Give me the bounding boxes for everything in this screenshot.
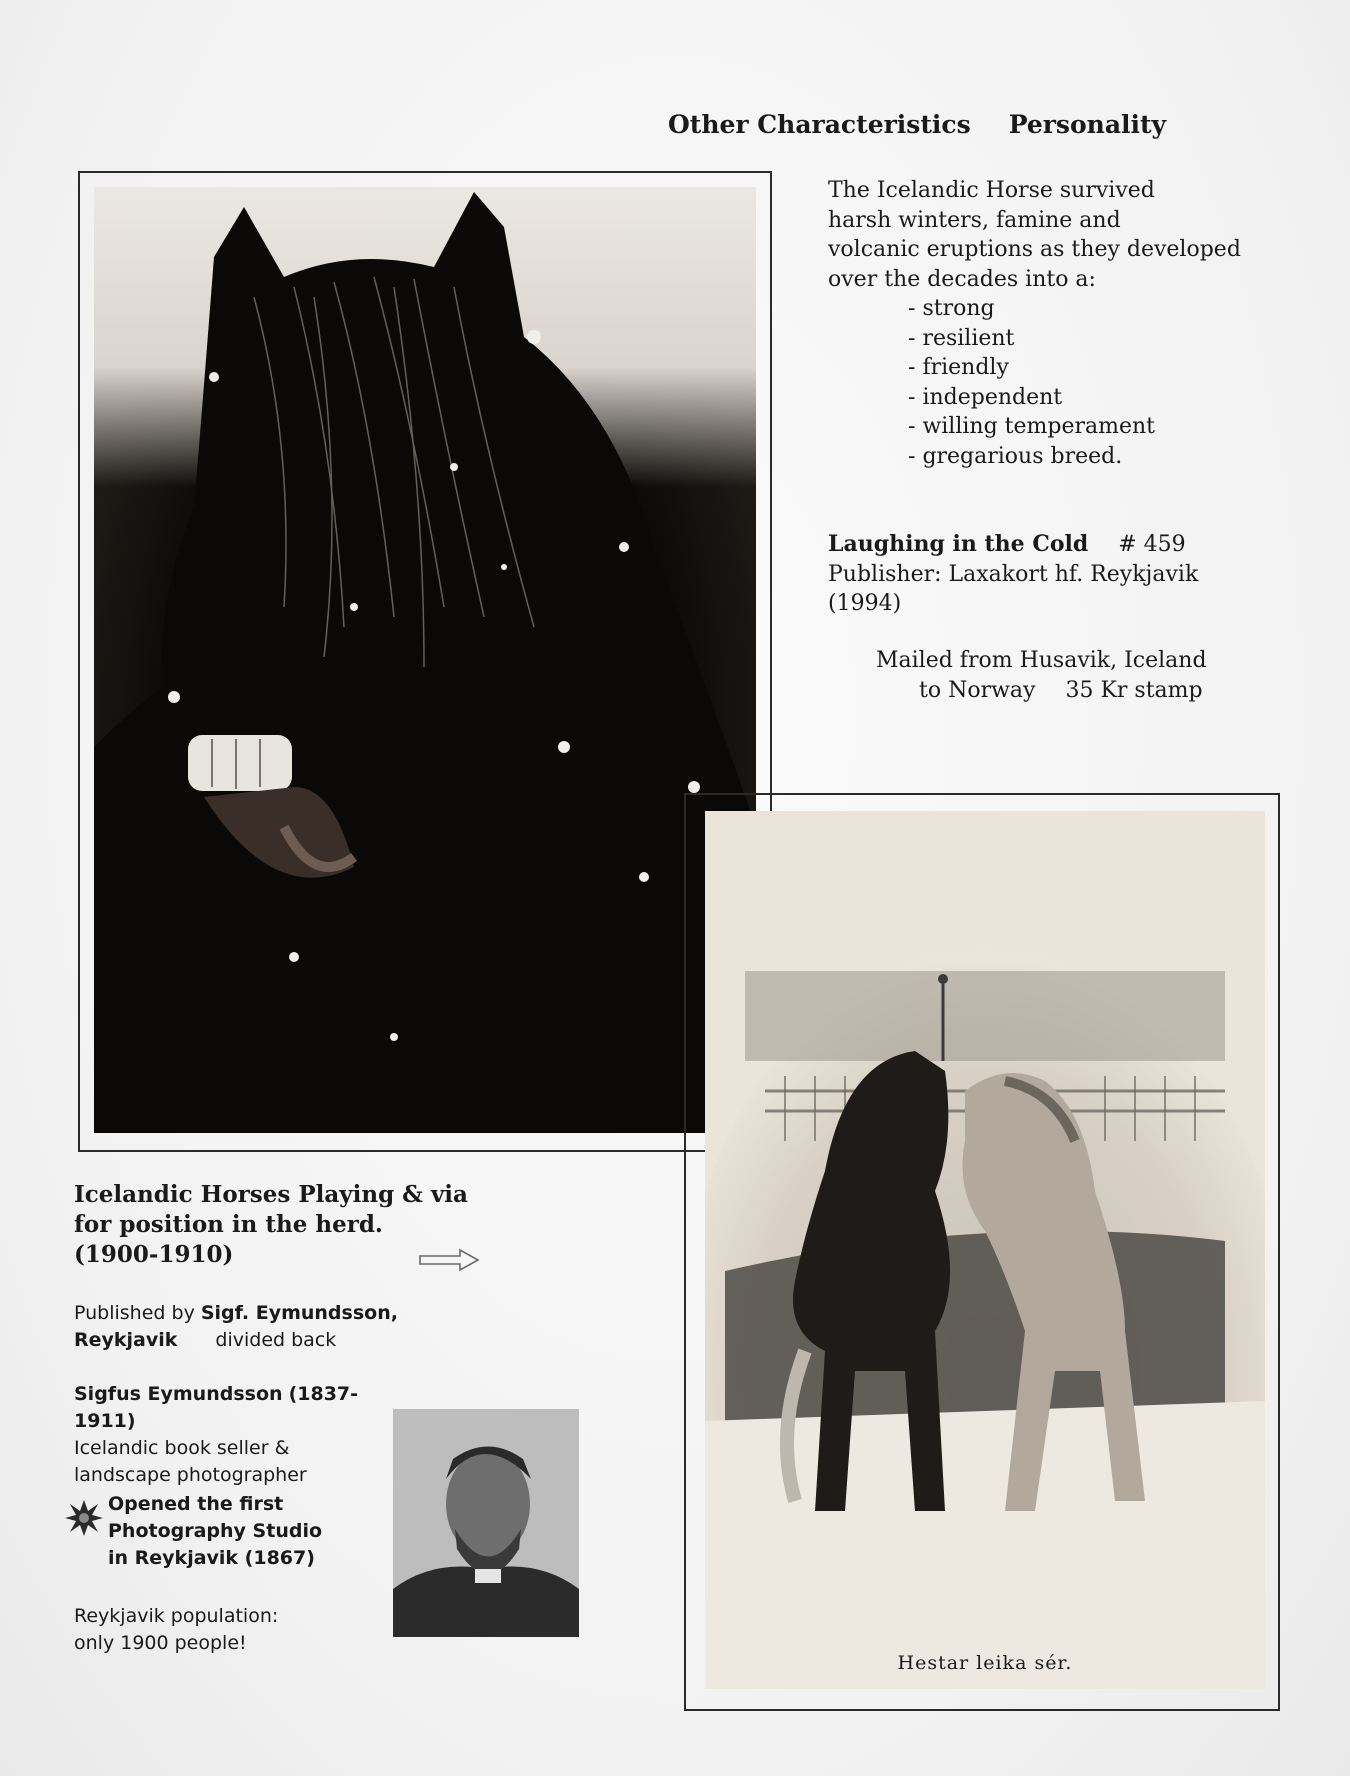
pub-prefix: Published by: [74, 1302, 201, 1324]
starburst-icon: [64, 1498, 104, 1542]
heading-personality: Personality: [1008, 110, 1167, 139]
postcard-art: [705, 811, 1265, 1689]
photographer-bio: [74, 1381, 404, 1489]
section-headings: [668, 110, 1166, 139]
pub-name: Sigf. Eymundsson,: [200, 1302, 398, 1324]
horses-playing-postcard: [705, 811, 1265, 1689]
postcard-publisher: Publisher: Laxakort hf. Reykjavik: [828, 561, 1199, 587]
population-line: only 1900 people!: [74, 1632, 247, 1654]
mailing-info: [876, 646, 1276, 706]
studio-line: Photography Studio: [108, 1520, 323, 1542]
intro-line: The Icelandic Horse survived: [828, 178, 1155, 203]
intro-line: over the decades into a:: [828, 266, 1096, 292]
publisher-info: [74, 1300, 414, 1354]
description-line: for position in the herd.: [74, 1211, 383, 1238]
postcard-year: (1994): [828, 591, 902, 616]
postcard-title: Laughing in the Cold: [828, 531, 1089, 557]
studio-note: [108, 1491, 358, 1572]
intro-line: harsh winters, famine and: [828, 207, 1121, 233]
trait-item: - friendly: [908, 353, 1298, 383]
postcard-caption: Hestar leika sér.: [897, 1652, 1073, 1674]
description-line: Icelandic Horses Playing & via: [74, 1181, 468, 1208]
mailed-to: to Norway: [919, 678, 1036, 703]
studio-line: in Reykjavik (1867): [108, 1547, 315, 1569]
trait-item: - independent: [908, 383, 1298, 413]
laughing-horse-photo: [94, 187, 756, 1133]
bio-dates: (1837-1911): [74, 1383, 359, 1432]
bio-name: Sigfus Eymundsson: [74, 1383, 283, 1405]
trait-list: [828, 294, 1298, 471]
trait-item: - strong: [908, 294, 1298, 324]
pub-city: Reykjavik: [74, 1329, 178, 1351]
intro-line: volcanic eruptions as they developed: [828, 237, 1241, 262]
heading-other-characteristics: Other Characteristics: [668, 110, 971, 139]
intro-text: [828, 176, 1298, 471]
population-line: Reykjavik population:: [74, 1605, 279, 1627]
eymundsson-portrait: [393, 1409, 579, 1637]
population-note: [74, 1603, 354, 1657]
horse-photo-art: [94, 187, 756, 1133]
mailed-from: Mailed from Husavik, Iceland: [876, 648, 1207, 673]
trait-item: - willing temperament: [908, 412, 1298, 442]
portrait-art: [393, 1409, 579, 1637]
stamp-value: 35 Kr stamp: [1065, 678, 1203, 703]
description-line: (1900-1910): [74, 1241, 234, 1268]
pub-back: divided back: [215, 1329, 337, 1351]
postcard-number: # 459: [1118, 532, 1186, 557]
studio-line: Opened the first: [108, 1493, 284, 1515]
bio-line: landscape photographer: [74, 1464, 307, 1486]
trait-item: - gregarious breed.: [908, 442, 1298, 472]
postcard-info: [828, 530, 1298, 619]
trait-item: - resilient: [908, 324, 1298, 354]
bio-line: Icelandic book seller &: [74, 1437, 290, 1459]
arrow-right-icon: [418, 1248, 480, 1276]
